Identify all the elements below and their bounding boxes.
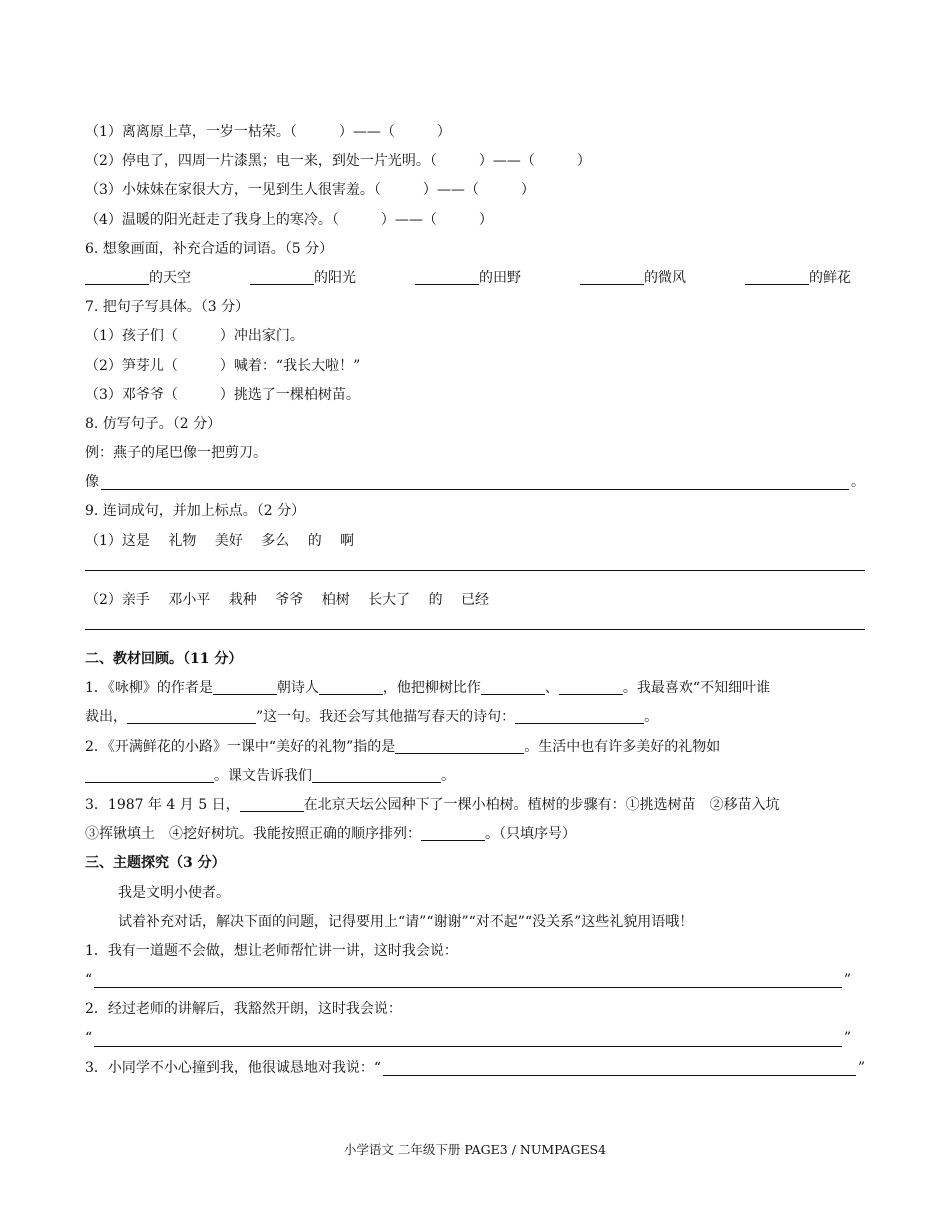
q9-answer-line-2[interactable] [85, 615, 865, 630]
q5-item-3: （3）小妹妹在家很大方，一见到生人很害羞。（ ）——（ ） [85, 182, 535, 199]
s2-q3-line2: ③挥锹填土 ④挖好树坑。我能按照正确的顺序排列： 。（只填序号） [85, 826, 576, 843]
answer-blank[interactable] [559, 678, 623, 695]
q6-word-5: 的鲜花 [745, 264, 851, 293]
answer-blank[interactable] [213, 678, 277, 695]
q8-answer-row [85, 468, 865, 497]
s3-q2-answer-row: “ ” [85, 1030, 851, 1047]
q6-word-3: 的田野 [415, 264, 521, 293]
q8-prefix: 像 [85, 474, 99, 491]
section2-title: 二、教材回顾。（11 分） [85, 651, 243, 667]
answer-blank[interactable] [319, 678, 383, 695]
s3-intro-1: 我是文明小使者。 [118, 884, 230, 901]
s3-q2: 2．经过老师的讲解后，我豁然开朗，这时我会说： [85, 1001, 402, 1018]
answer-blank[interactable] [85, 766, 214, 783]
s3-q1: 1．我有一道题不会做，想让老师帮忙讲一讲，这时我会说： [85, 942, 458, 959]
q9-answer-line-1[interactable] [85, 556, 865, 571]
answer-blank[interactable] [85, 268, 149, 285]
page-footer: 小学语文 二年级下册 PAGE3 / NUMPAGES4 [343, 1142, 607, 1157]
answer-blank[interactable] [415, 268, 479, 285]
answer-blank[interactable] [580, 268, 644, 285]
s3-intro-2: 试着补充对话，解决下面的问题，记得要用上“请”“谢谢”“对不起”“没关系”这些礼貌用语哦！ [118, 913, 694, 930]
q7-title: 7. 把句子写具体。（3 分） [85, 299, 250, 316]
answer-blank[interactable] [127, 707, 256, 724]
q6-word-2: 的阳光 [250, 264, 356, 293]
s2-q2-line2: 。课文告诉我们 。 [85, 762, 865, 791]
answer-blank[interactable] [312, 766, 441, 783]
s2-q1-line1: 1．《咏柳》的作者是 朝诗人 ，他把柳树比作 、 。我最喜欢“不知细叶谁 [85, 680, 771, 697]
q6-word-1: 的天空 [85, 264, 191, 293]
q7-item-1: （1）孩子们（ ）冲出家门。 [85, 328, 304, 345]
q8-example: 例：燕子的尾巴像一把剪刀。 [85, 445, 267, 462]
s3-q3-row: 3．小同学不小心撞到我，他很诚恳地对我说：“ ” [85, 1054, 865, 1083]
s3-q3: 3．小同学不小心撞到我，他很诚恳地对我说：“ [85, 1059, 382, 1076]
q5-item-4: （4）温暖的阳光赶走了我身上的寒冷。（ ）——（ ） [85, 211, 493, 228]
s2-q3-line1: 3．1987 年 4 月 5 日， 在北京天坛公园种下了一棵小柏树。植树的步骤有：①挑选树苗 ②移苗入坑 [85, 796, 780, 813]
answer-blank[interactable] [395, 737, 524, 754]
q6-word-row [85, 264, 865, 293]
answer-blank[interactable] [745, 268, 809, 285]
q5-item-2: （2）停电了，四周一片漆黑；电一来，到处一片光明。（ ）——（ ） [85, 153, 591, 170]
answer-blank[interactable] [421, 824, 485, 841]
s3-q2-answer-line[interactable] [94, 1030, 842, 1047]
q8-suffix: 。 [851, 474, 865, 491]
s3-q3-answer-line[interactable] [383, 1059, 856, 1076]
q6-word-4: 的微风 [580, 264, 686, 293]
q8-answer-line[interactable] [101, 473, 849, 490]
s3-q1-answer-line[interactable] [94, 971, 842, 988]
answer-blank[interactable] [240, 795, 304, 812]
q7-item-3: （3）邓爷爷（ ）挑选了一棵柏树苗。 [85, 386, 360, 403]
q5-item-1: （1）离离原上草，一岁一枯荣。（ ）——（ ） [85, 124, 451, 140]
answer-blank[interactable] [250, 268, 314, 285]
worksheet-page [85, 118, 865, 1083]
q8-title: 8. 仿写句子。（2 分） [85, 415, 222, 432]
s2-q1-line2: 裁出， ”这一句。我还会写其他描写春天的诗句： 。 [85, 709, 659, 726]
s3-q1-answer-row: “ ” [85, 972, 851, 989]
q9-item-2: （2）亲手 邓小平 栽种 爷爷 柏树 长大了 的 已经 [85, 591, 490, 608]
s2-q2-line1: 2．《开满鲜花的小路》一课中“美好的礼物”指的是 。生活中也有许多美好的礼物如 [85, 738, 721, 755]
answer-blank[interactable] [481, 678, 545, 695]
q6-title: 6. 想象画面，补充合适的词语。（5 分） [85, 240, 334, 257]
answer-blank[interactable] [515, 707, 644, 724]
q9-title: 9. 连词成句，并加上标点。（2 分） [85, 503, 306, 520]
section3-title: 三、主题探究（3 分） [85, 855, 226, 872]
q7-item-2: （2）笋芽儿（ ）喊着：“我长大啦！” [85, 357, 361, 374]
q9-item-1: （1）这是 礼物 美好 多么 的 啊 [85, 532, 355, 549]
